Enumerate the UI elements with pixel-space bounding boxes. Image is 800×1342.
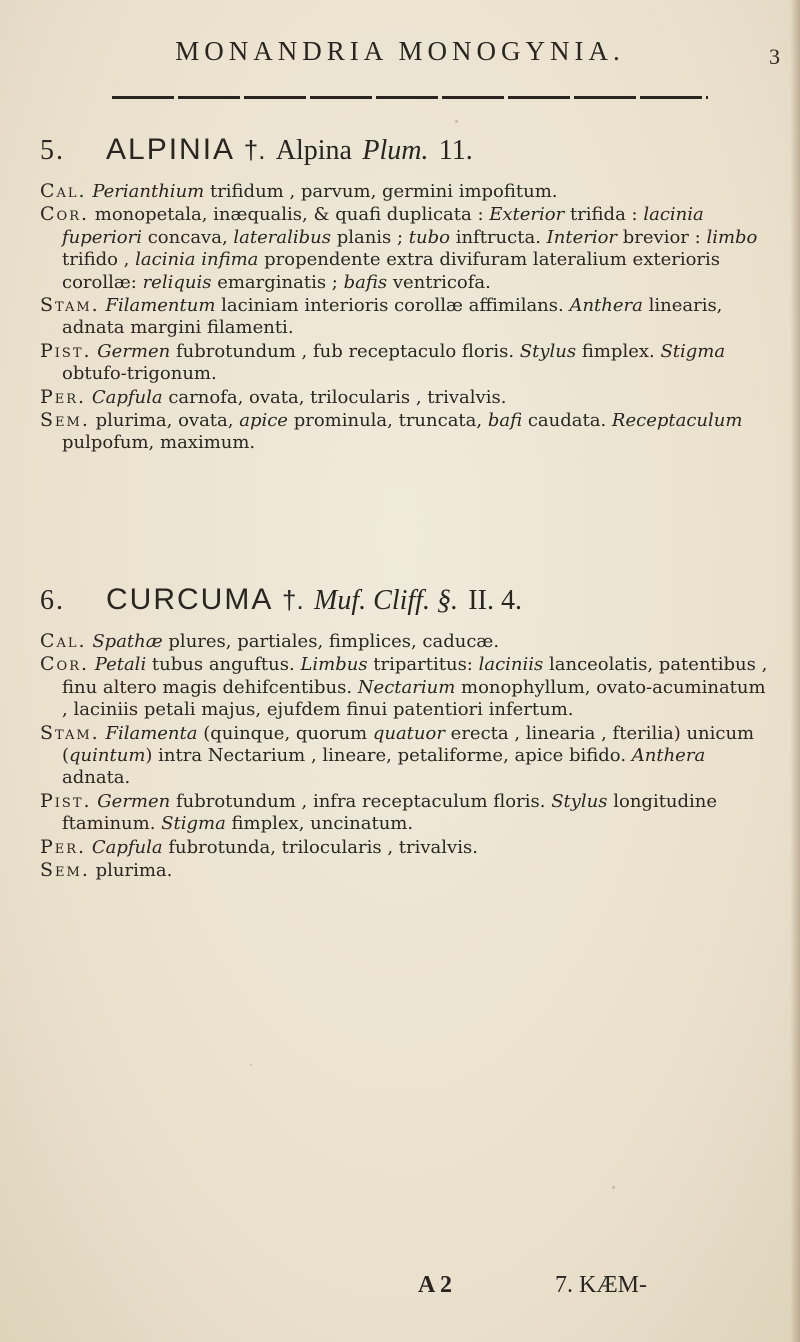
page-number: 3 <box>769 44 780 69</box>
character-label: Per. <box>40 835 87 858</box>
character-row <box>40 180 770 203</box>
paper-speck <box>455 120 458 123</box>
character-label: Cal. <box>40 180 87 202</box>
italic-term: Petali <box>94 654 147 676</box>
reference-source: Plum. <box>362 135 429 166</box>
description-text: monophyllum, ovato-acuminatum , laciniis petali majus, ejufdem finui patentiori infertum. <box>62 676 766 721</box>
italic-term: Germen <box>97 340 171 362</box>
character-label: Sem. <box>40 859 90 882</box>
running-title: MONANDRIA MONOGYNIA. <box>175 36 625 66</box>
description-text: fubrotunda, trilocularis , trivalvis. <box>162 836 478 858</box>
dagger-mark: †. <box>243 135 266 165</box>
italic-term: lacinia infima <box>135 249 259 271</box>
paper-speck <box>250 1064 252 1066</box>
reference-page: II. 4. <box>468 585 522 616</box>
character-row <box>40 203 770 294</box>
entry-description <box>40 180 770 455</box>
description-text: pulpofum, maximum. <box>62 432 256 454</box>
description-text: (quinque, quorum <box>197 722 373 744</box>
description-text: trifidum , parvum, germini impofitum. <box>204 181 558 202</box>
description-text: longitudine ftaminum. <box>62 790 718 835</box>
character-row <box>40 386 770 409</box>
paper-speck <box>612 1186 615 1189</box>
character-label: Per. <box>40 385 87 408</box>
italic-term: limbo <box>706 226 758 248</box>
description-text: concava, <box>142 226 234 248</box>
description-text: plurima, ovata, <box>95 410 240 432</box>
character-row <box>40 790 770 836</box>
character-label: Pist. <box>40 789 92 812</box>
character-label: Pist. <box>40 339 92 362</box>
signature-mark: A 2 <box>418 1272 453 1298</box>
description-text: trifida : <box>564 204 644 226</box>
italic-term: laciniis <box>478 654 544 676</box>
character-row <box>40 859 770 882</box>
description-text: planis ; <box>330 226 409 248</box>
description-text: lanceolatis, patentibus , finu altero magis dehifcentibus. <box>62 654 768 698</box>
entry-number: 6. <box>40 585 65 616</box>
italic-term: apice <box>239 410 288 432</box>
description-text: brevior : <box>617 226 707 248</box>
description-text: adnata. <box>62 767 131 789</box>
character-label: Cor. <box>40 653 90 676</box>
description-text: laciniam interioris corollæ affimilans. <box>215 295 570 317</box>
description-text: obtufo-trigonum. <box>62 363 217 385</box>
character-row <box>40 836 770 859</box>
italic-term: Spathæ <box>92 631 163 652</box>
description-text: emarginatis ; <box>211 271 344 293</box>
description-text: propendente extra divifuram lateralium exterioris corollæ: <box>62 249 721 293</box>
genus-entry-curcuma <box>40 578 770 882</box>
description-text: trifido , <box>62 249 136 271</box>
italic-term: Anthera <box>631 745 706 767</box>
italic-term: bafi <box>487 410 523 432</box>
character-label: Stam. <box>40 721 100 744</box>
description-text: caudata. <box>522 410 612 432</box>
character-row <box>40 722 770 790</box>
character-row <box>40 653 770 721</box>
italic-term: quintum <box>69 745 146 767</box>
catchword: 7. KÆM- <box>555 1272 648 1298</box>
reference-source: Muf. Cliff. §. <box>314 585 458 616</box>
character-label: Cal. <box>40 630 87 652</box>
character-label: Sem. <box>40 409 90 432</box>
italic-term: bafis <box>343 271 388 293</box>
entry-heading <box>40 578 770 622</box>
italic-term: Exterior <box>489 204 565 226</box>
italic-term: Stylus <box>551 790 608 812</box>
description-text: ventricofa. <box>387 271 491 293</box>
character-row <box>40 340 770 386</box>
description-text: ) intra Nectarium , lineare, petaliforme, apice bifido. <box>145 745 632 767</box>
entry-number: 5. <box>40 135 65 166</box>
italic-term: Anthera <box>569 295 643 317</box>
italic-term: Interior <box>546 226 618 248</box>
italic-term: Germen <box>97 790 171 812</box>
italic-term: Stigma <box>161 813 226 835</box>
description-text: fubrotundum , fub receptaculo floris. <box>170 340 520 362</box>
description-text: plures, partiales, fimplices, caducæ. <box>162 631 500 652</box>
description-text: prominula, truncata, <box>287 410 488 432</box>
italic-term: Capfula <box>91 386 163 408</box>
italic-term: Receptaculum <box>611 410 743 432</box>
dagger-mark: †. <box>282 585 304 615</box>
reference-author: Alpina <box>275 135 352 166</box>
character-label: Cor. <box>40 203 90 226</box>
description-text: fimplex, uncinatum. <box>225 813 414 835</box>
description-text: carnofa, ovata, trilocularis , trivalvis. <box>162 386 507 408</box>
entry-description <box>40 630 770 882</box>
character-row <box>40 630 770 653</box>
italic-term: Capfula <box>91 836 163 858</box>
character-row <box>40 409 770 455</box>
italic-term: Perianthium <box>92 181 205 202</box>
italic-term: Stylus <box>519 340 577 362</box>
description-text: fimplex. <box>576 340 661 362</box>
italic-term: Nectarium <box>357 676 456 698</box>
italic-term: lateralibus <box>233 226 331 248</box>
description-text: plurima. <box>95 860 173 882</box>
italic-term: Stigma <box>660 340 726 362</box>
description-text: tubus anguftus. <box>146 654 301 676</box>
italic-term: lacinia fuperiori <box>62 204 704 248</box>
italic-term: tubo <box>408 226 450 248</box>
italic-term: Filamentum <box>105 295 216 317</box>
genus-entry-alpinia <box>40 128 770 455</box>
character-row <box>40 294 770 340</box>
description-text: linearis, adnata margini filamenti. <box>62 295 723 339</box>
character-label: Stam. <box>40 294 100 317</box>
description-text: tripartitus: <box>367 654 479 676</box>
description-text: fubrotundum , infra receptaculum floris. <box>170 790 552 812</box>
genus-name: ALPINIA <box>106 133 234 166</box>
genus-name: CURCUMA <box>106 583 272 616</box>
italic-term: quatuor <box>372 722 445 744</box>
italic-term: reliquis <box>142 271 212 293</box>
page-footer <box>0 1272 800 1302</box>
italic-term: Filamenta <box>105 722 198 744</box>
entry-heading <box>40 128 770 172</box>
description-text: monopetala, inæqualis, & quafi duplicata : <box>94 204 490 226</box>
page-edge-shadow <box>790 0 800 1342</box>
description-text: inftructa. <box>449 226 547 248</box>
header-rule <box>112 96 708 99</box>
reference-page: 11. <box>438 135 473 166</box>
italic-term: Limbus <box>300 654 368 676</box>
description-text: erecta , linearia , fterilia) unicum ( <box>62 722 755 767</box>
